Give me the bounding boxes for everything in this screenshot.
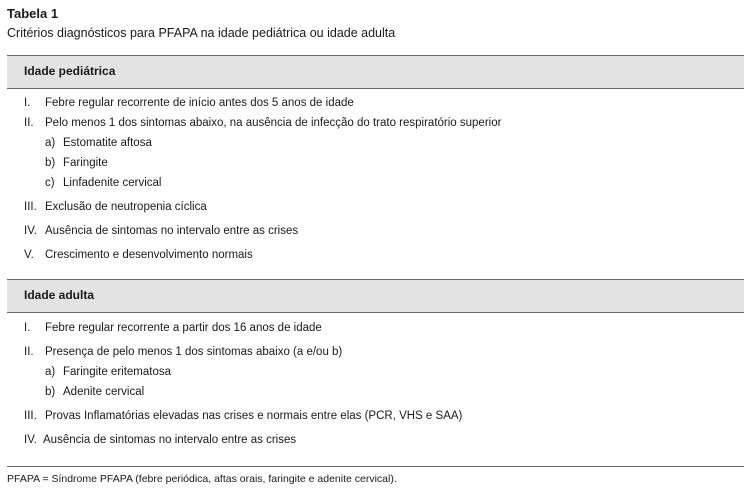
section-header-adult bbox=[7, 280, 744, 312]
subitem-letter: b) bbox=[45, 386, 56, 398]
subitem-letter: a) bbox=[45, 137, 56, 149]
item-text: Pelo menos 1 dos sintomas abaixo, na ausência de infecção do trato respiratório superior bbox=[45, 117, 502, 129]
subitem-text: Faringite bbox=[63, 157, 108, 169]
subitem-letter: b) bbox=[45, 157, 56, 169]
table-footnote: PFAPA = Síndrome PFAPA (febre periódica, aftas orais, faringite e adenite cervical). bbox=[7, 473, 397, 485]
subitem-text: Linfadenite cervical bbox=[63, 177, 162, 189]
item-text: Crescimento e desenvolvimento normais bbox=[45, 249, 253, 261]
table-title: Tabela 1 bbox=[7, 6, 59, 21]
item-text: Ausência de sintomas no intervalo entre as crises bbox=[45, 225, 299, 237]
subitem-letter: c) bbox=[45, 177, 55, 189]
item-number: III. bbox=[24, 201, 37, 213]
item-number: I. bbox=[24, 97, 31, 109]
item-text: Provas Inflamatórias elevadas nas crises e normais entre elas (PCR, VHS e SAA) bbox=[45, 410, 463, 422]
item-text: Febre regular recorrente de início antes dos 5 anos de idade bbox=[45, 97, 354, 109]
bottom-rule bbox=[7, 466, 744, 467]
item-number: IV. bbox=[24, 434, 38, 446]
item-text: Ausência de sintomas no intervalo entre as crises bbox=[43, 434, 297, 446]
section-header-label: Idade pediátrica bbox=[24, 64, 116, 78]
section-header-pediatric bbox=[7, 56, 744, 88]
section-header-label: Idade adulta bbox=[24, 288, 95, 302]
item-number: I. bbox=[24, 322, 31, 334]
subitem-letter: a) bbox=[45, 366, 56, 378]
item-number: II. bbox=[24, 117, 34, 129]
item-text: Presença de pelo menos 1 dos sintomas abaixo (a e/ou b) bbox=[45, 346, 343, 358]
subitem-text: Adenite cervical bbox=[63, 386, 145, 398]
item-number: II. bbox=[24, 346, 34, 358]
pediatric-header-rule bbox=[7, 88, 744, 89]
table-subtitle: Critérios diagnósticos para PFAPA na idade pediátrica ou idade adulta bbox=[7, 26, 396, 40]
item-number: IV. bbox=[24, 225, 38, 237]
subitem-text: Faringite eritematosa bbox=[63, 366, 172, 378]
item-number: V. bbox=[24, 249, 34, 261]
subitem-text: Estomatite aftosa bbox=[63, 137, 152, 149]
item-text: Febre regular recorrente a partir dos 16 anos de idade bbox=[45, 322, 322, 334]
item-text: Exclusão de neutropenia cíclica bbox=[45, 201, 207, 213]
item-number: III. bbox=[24, 410, 37, 422]
adult-header-rule bbox=[7, 312, 744, 313]
